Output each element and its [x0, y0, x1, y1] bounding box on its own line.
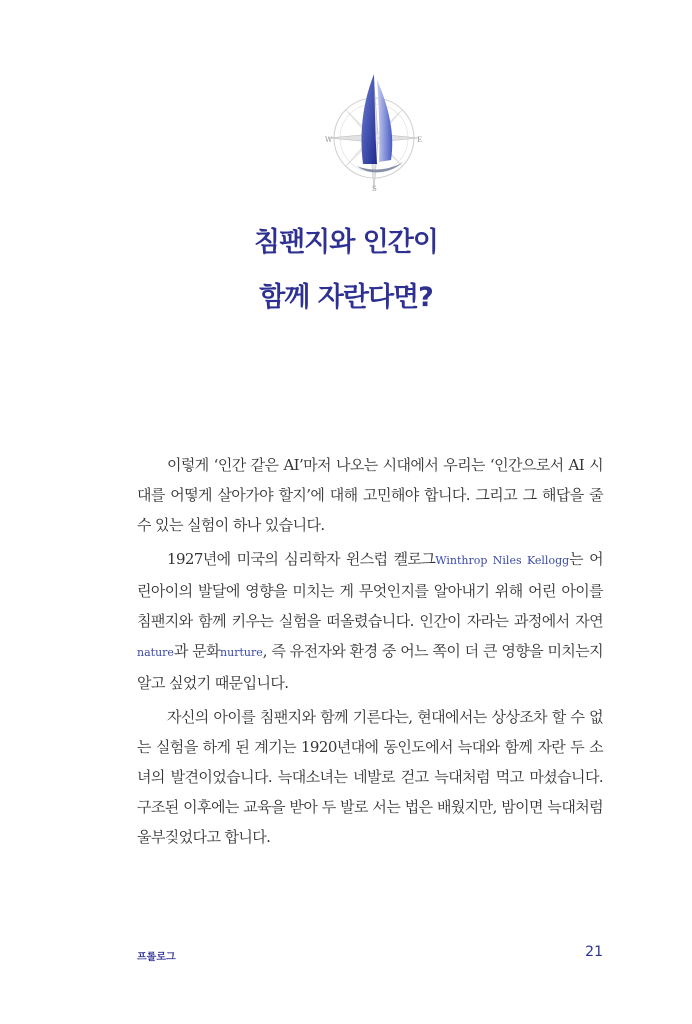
paragraph-1: 이렇게 ‘인간 같은 AI’마저 나오는 시대에서 우리는 ‘인간으로서 AI 시대를 어떻게 살아가야 할지’에 대해 고민해야 합니다. 그리고 그 해답을 줄 수 있는 실험이 하나 있습니다. [137, 456, 603, 534]
compass-south-label: S [372, 185, 377, 193]
chapter-title-line-1: 침팬지와 인간이 [254, 227, 438, 258]
english-term-kellogg: Winthrop Niles Kellogg [435, 554, 570, 567]
paragraph-2-part-a: 1927년에 미국의 심리학자 윈스럽 켈로그 [167, 550, 436, 568]
compass-west-label: W [325, 136, 333, 144]
page-number: 21 [585, 944, 603, 960]
section-label: 프롤로그 [137, 952, 176, 963]
compass-east-label: E [417, 136, 423, 144]
english-term-nature: nature [137, 646, 174, 659]
paragraph-2-part-c: 과 문화 [173, 642, 221, 660]
paragraph-2 [137, 544, 603, 698]
paragraph-3: 자신의 아이를 침팬지와 함께 기른다는, 현대에서는 상상조차 할 수 없는 실험을 하게 된 계기는 1920년대에 동인도에서 늑대와 함께 자란 두 소녀의 발견이었습니다. 늑대소녀는 네발로 걷고 늑대처럼 먹고 마셨습니다. 구조된 이후에는 교육을 받아 두 발로 서는 법은 배웠지만, 밤이면 늑대처럼 울부짖었다고 합니다. [137, 708, 603, 846]
body-text [137, 450, 603, 856]
paragraph-2-part-d: , 즉 유전자와 환경 중 어느 쪽이 더 큰 영향을 미치는지 알고 싶었기 때문입니다. [137, 642, 604, 692]
chapter-title-line-2: 함께 자란다면? [259, 282, 433, 313]
sailboat-compass-icon [311, 72, 441, 194]
english-term-nurture: nurture [220, 646, 263, 659]
paragraph-2-part-b: 는 어린아이의 발달에 영향을 미치는 게 무엇인지를 알아내기 위해 어린 아이를 침팬지와 함께 키우는 실험을 떠올렸습니다. 인간이 자라는 과정에서 자연 [137, 550, 603, 630]
